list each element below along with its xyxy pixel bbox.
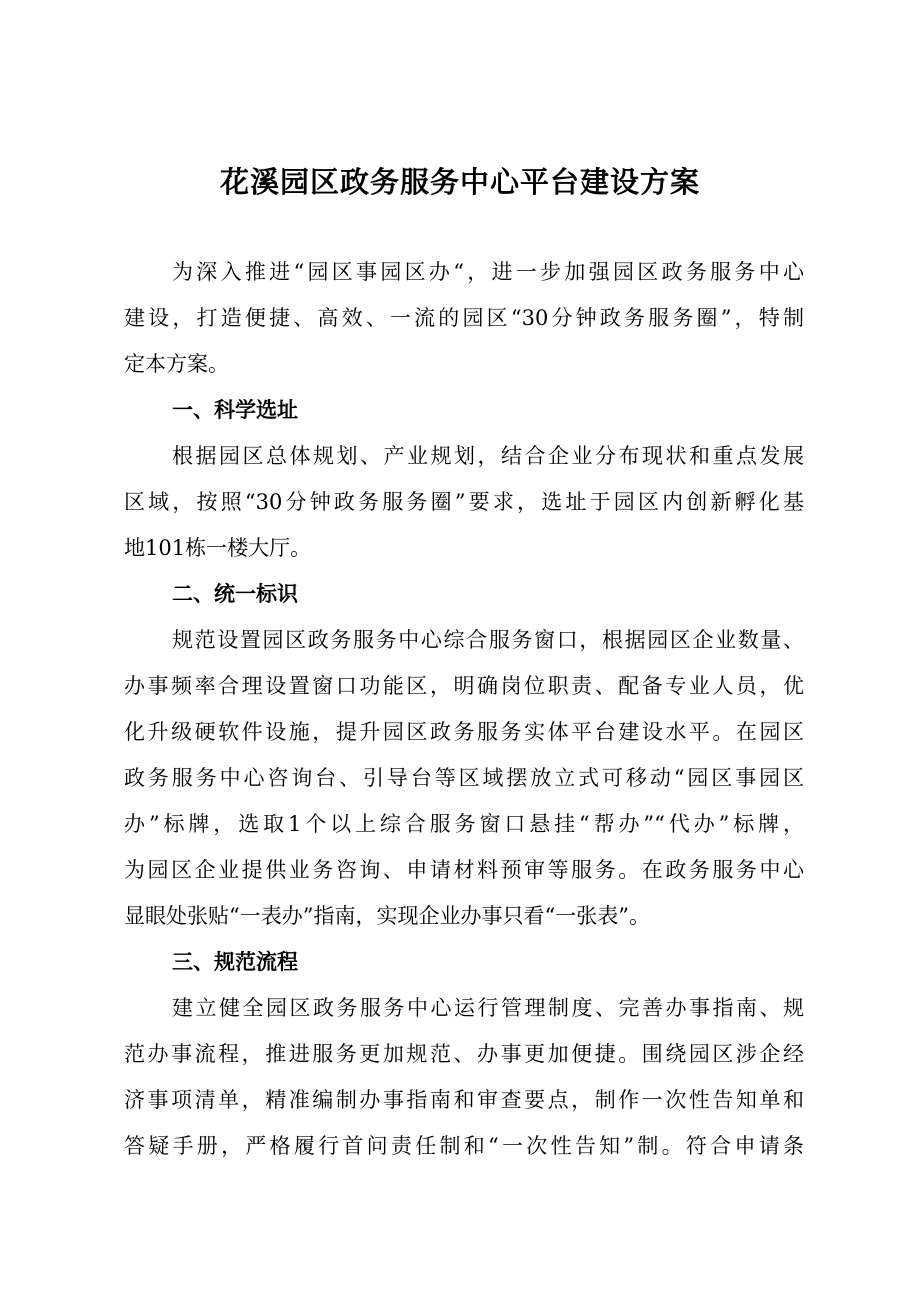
section-3-line-2: 范办事流程，推进服务更加规范、办事更加便捷。围绕园区涉企经 xyxy=(124,1042,804,1066)
document-title: 花溪园区政务服务中心平台建设方案 xyxy=(219,165,700,199)
section-1-line-2: 区域，按照“30分钟政务服务圈”要求，选址于园区内创新孵化基 xyxy=(124,490,804,514)
section-3-line-4: 答疑手册，严格履行首问责任制和“一次性告知”制。符合申请条 xyxy=(124,1134,804,1158)
intro-line-3: 定本方案。 xyxy=(124,352,229,376)
section-2-line-5: 办”标牌，选取1个以上综合服务窗口悬挂“帮办”“代办”标牌， xyxy=(124,812,804,836)
intro-line-2: 建设，打造便捷、高效、一流的园区“30分钟政务服务圈”，特制 xyxy=(124,306,804,330)
section-1-line-1: 根据园区总体规划、产业规划，结合企业分布现状和重点发展 xyxy=(172,444,804,468)
section-2-line-6: 为园区企业提供业务咨询、申请材料预审等服务。在政务服务中心 xyxy=(124,858,804,882)
section-2-heading: 二、统一标识 xyxy=(172,582,298,606)
section-2-line-3: 化升级硬软件设施，提升园区政务服务实体平台建设水平。在园区 xyxy=(124,720,804,744)
section-3-line-1: 建立健全园区政务服务中心运行管理制度、完善办事指南、规 xyxy=(172,996,804,1020)
section-2-line-1: 规范设置园区政务服务中心综合服务窗口，根据园区企业数量、 xyxy=(172,628,804,652)
section-2-line-4: 政务服务中心咨询台、引导台等区域摆放立式可移动“园区事园区 xyxy=(124,766,804,790)
section-1-line-3: 地101栋一楼大厅。 xyxy=(124,536,312,560)
section-3-line-3: 济事项清单，精准编制办事指南和审查要点，制作一次性告知单和 xyxy=(124,1088,804,1112)
section-2-line-7: 显眼处张贴“一表办”指南，实现企业办事只看“一张表”。 xyxy=(124,904,650,928)
section-2-line-2: 办事频率合理设置窗口功能区，明确岗位职责、配备专业人员，优 xyxy=(124,674,804,698)
intro-line-1: 为深入推进“园区事园区办“，进一步加强园区政务服务中心 xyxy=(172,260,804,284)
section-1-heading: 一、科学选址 xyxy=(172,398,298,422)
section-3-heading: 三、规范流程 xyxy=(172,950,298,974)
